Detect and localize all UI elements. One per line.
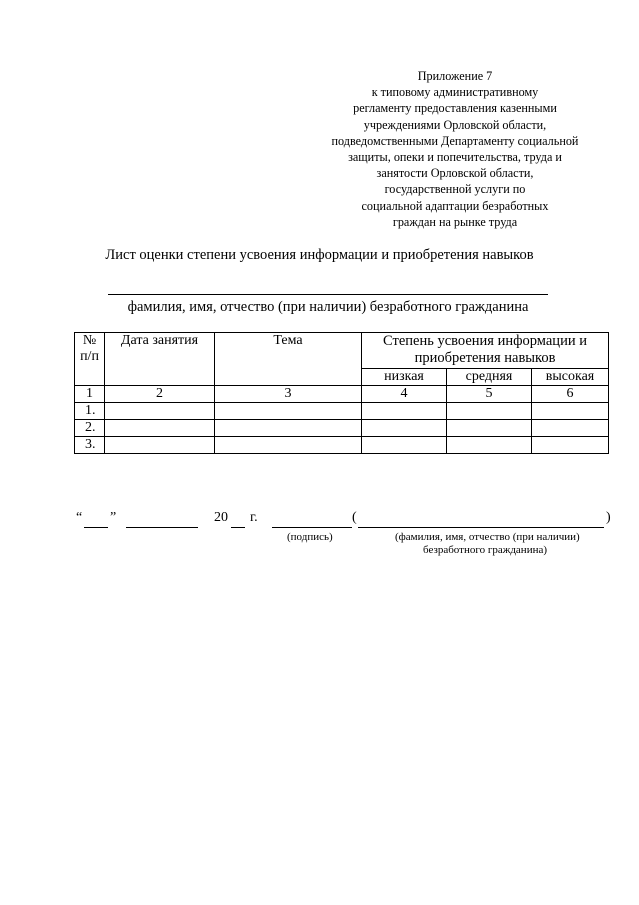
header-num: № п/п — [75, 333, 105, 386]
paren-open: ( — [352, 510, 357, 525]
table-cell — [362, 403, 447, 420]
header-mid: средняя — [447, 368, 532, 385]
table-cell — [532, 420, 609, 437]
fio-underline — [358, 527, 604, 528]
year-underline — [231, 527, 245, 528]
signature-underline — [272, 527, 352, 528]
table-cell — [362, 420, 447, 437]
table-row — [75, 420, 609, 437]
date-quote-open: “ — [76, 510, 83, 525]
signature-caption: (подпись) — [287, 531, 333, 543]
table-cell — [105, 403, 215, 420]
index-cell: 6 — [532, 386, 609, 403]
header-high: высокая — [532, 368, 609, 385]
signature-block — [0, 510, 639, 570]
document-title: Лист оценки степени усвоения информации и приобретения навыков — [105, 247, 534, 263]
date-quote-close: ” — [110, 510, 117, 525]
year-suffix: г. — [250, 510, 258, 525]
annex-line: граждан на рынке труда — [392, 214, 518, 229]
annex-line: занятости Орловской области, — [376, 166, 534, 181]
fio-caption-line1: (фамилия, имя, отчество (при наличии) — [395, 531, 580, 543]
annex-line: регламенту предоставления казенными — [353, 101, 557, 116]
header-date: Дата занятия — [105, 333, 215, 386]
table-cell — [105, 420, 215, 437]
index-cell: 1 — [75, 386, 105, 403]
day-underline — [84, 527, 108, 528]
table-cell — [215, 403, 362, 420]
table-row — [75, 403, 609, 420]
annex-line: подведомственными Департаменту социальной — [331, 133, 579, 148]
annex-line: учреждениями Орловской области, — [363, 117, 547, 132]
row-number: 3. — [75, 437, 105, 454]
table-cell — [532, 437, 609, 454]
table-index-row — [75, 386, 609, 403]
header-topic: Тема — [215, 333, 362, 386]
index-cell: 4 — [362, 386, 447, 403]
annex-line: государственной услуги по — [384, 182, 526, 197]
annex-line: к типовому административному — [371, 85, 539, 100]
table-cell — [532, 403, 609, 420]
month-underline — [126, 527, 198, 528]
index-cell: 2 — [105, 386, 215, 403]
annex-line: защиты, опеки и попечительства, труда и — [348, 150, 562, 165]
table-header-row — [75, 333, 609, 369]
fio-caption-line2: безработного гражданина) — [423, 544, 548, 556]
table-row — [75, 437, 609, 454]
annex-line: Приложение 7 — [417, 69, 493, 83]
index-cell: 3 — [215, 386, 362, 403]
annex-line: социальной адаптации безработных — [361, 198, 549, 213]
paren-close: ) — [606, 510, 611, 525]
name-underline — [108, 294, 548, 295]
table-cell — [362, 437, 447, 454]
header-low: низкая — [362, 368, 447, 385]
table-cell — [215, 437, 362, 454]
table-cell — [447, 420, 532, 437]
index-cell: 5 — [447, 386, 532, 403]
table-cell — [447, 437, 532, 454]
table-cell — [447, 403, 532, 420]
name-caption: фамилия, имя, отчество (при наличии) безработного гражданина — [127, 299, 529, 315]
annex-block — [300, 68, 610, 230]
assessment-table — [74, 332, 609, 454]
row-number: 2. — [75, 420, 105, 437]
row-number: 1. — [75, 403, 105, 420]
header-degree: Степень усвоения информации и приобретения навыков — [362, 333, 609, 369]
table-cell — [215, 420, 362, 437]
year-prefix: 20 — [214, 510, 228, 525]
table-cell — [105, 437, 215, 454]
